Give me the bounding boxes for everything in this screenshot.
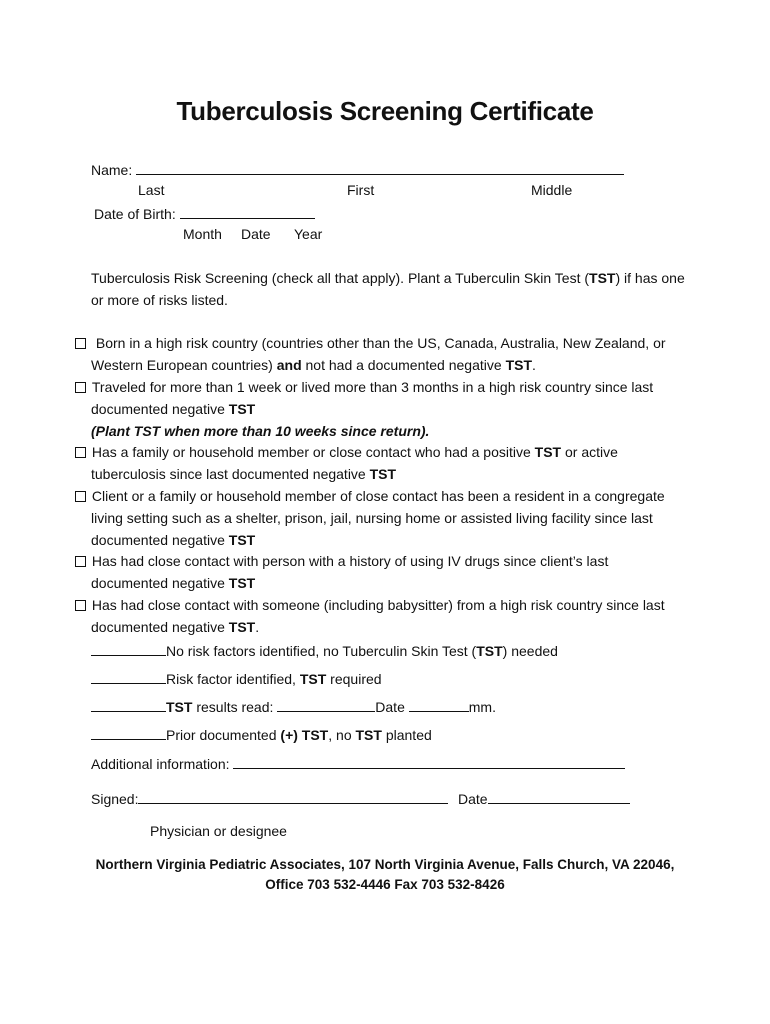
name-label: Name: <box>91 162 133 178</box>
name-row <box>91 160 624 178</box>
risk-item-3: Has a family or household member or close contact who had a positive TST or active <box>75 444 618 460</box>
signed-date-field[interactable] <box>488 789 630 804</box>
result-risk-identified: Risk factor identified, TST required <box>91 669 382 687</box>
tst-results-field[interactable] <box>277 697 375 712</box>
risk-item-4: Client or a family or household member of close contact has been a resident in a congregate <box>75 488 665 504</box>
risk-item-5: Has had close contact with person with a history of using IV drugs since client’s last <box>75 553 608 569</box>
name-last-caption: Last <box>138 182 165 198</box>
result-tst-read-field[interactable] <box>91 697 166 712</box>
result-no-risk-field[interactable] <box>91 641 166 656</box>
risk-4-checkbox[interactable] <box>75 491 86 502</box>
intro-line-2: or more of risks listed. <box>91 292 228 308</box>
signed-label: Signed: <box>91 791 139 807</box>
risk-6-checkbox[interactable] <box>75 600 86 611</box>
risk-item-1-line-2: Western European countries) and not had a documented negative TST. <box>91 357 536 373</box>
physician-caption: Physician or designee <box>150 823 287 839</box>
result-no-risk: No risk factors identified, no Tuberculin Skin Test (TST) needed <box>91 641 558 659</box>
dob-month-caption: Month <box>183 226 222 242</box>
risk-item-6-line-2: documented negative TST. <box>91 619 260 635</box>
risk-item-4-line-2: living setting such as a shelter, prison, jail, nursing home or assisted living facility since last <box>91 510 653 526</box>
risk-item-2-note: (Plant TST when more than 10 weeks since return). <box>91 423 430 439</box>
risk-item-4-line-3: documented negative TST <box>91 532 256 548</box>
name-middle-caption: Middle <box>531 182 573 198</box>
signed-date-label: Date <box>458 791 488 807</box>
footer-address: Northern Virginia Pediatric Associates, 107 North Virginia Avenue, Falls Church, VA 22046, <box>95 857 675 872</box>
risk-5-checkbox[interactable] <box>75 556 86 567</box>
signed-row <box>91 789 448 807</box>
risk-item-2: Traveled for more than 1 week or lived more than 3 months in a high risk country since last <box>75 379 653 395</box>
additional-info-label: Additional information: <box>91 756 230 772</box>
signed-date-row <box>458 789 630 807</box>
risk-item-3-line-2: tuberculosis since last documented negative TST <box>91 466 397 482</box>
result-prior-documented: Prior documented (+) TST, no TST planted <box>91 725 432 743</box>
signature-field[interactable] <box>138 789 448 804</box>
footer-phone: Office 703 532-4446 Fax 703 532-8426 <box>265 877 505 892</box>
result-tst-read: TST results read: Date mm. <box>91 697 496 715</box>
intro-line-1: Tuberculosis Risk Screening (check all that apply). Plant a Tuberculin Skin Test (TST) if has one <box>91 270 685 286</box>
result-prior-field[interactable] <box>91 725 166 740</box>
risk-item-2-line-2: documented negative TST <box>91 401 256 417</box>
dob-date-caption: Date <box>241 226 271 242</box>
risk-2-checkbox[interactable] <box>75 382 86 393</box>
name-field[interactable] <box>136 160 624 175</box>
additional-info-row <box>91 754 625 772</box>
additional-info-field[interactable] <box>233 754 625 769</box>
page-title: Tuberculosis Screening Certificate <box>176 96 594 126</box>
risk-item-6: Has had close contact with someone (including babysitter) from a high risk country since last <box>75 597 665 613</box>
dob-label: Date of Birth: <box>94 206 176 222</box>
tst-mm-field[interactable] <box>409 697 469 712</box>
name-first-caption: First <box>347 182 375 198</box>
risk-item-5-line-2: documented negative TST <box>91 575 256 591</box>
risk-3-checkbox[interactable] <box>75 447 86 458</box>
dob-year-caption: Year <box>294 226 323 242</box>
risk-1-checkbox[interactable] <box>75 338 86 349</box>
dob-field[interactable] <box>180 204 315 219</box>
dob-row <box>94 204 315 222</box>
risk-item-1: Born in a high risk country (countries other than the US, Canada, Australia, New Zealand, or <box>75 335 666 351</box>
result-risk-identified-field[interactable] <box>91 669 166 684</box>
